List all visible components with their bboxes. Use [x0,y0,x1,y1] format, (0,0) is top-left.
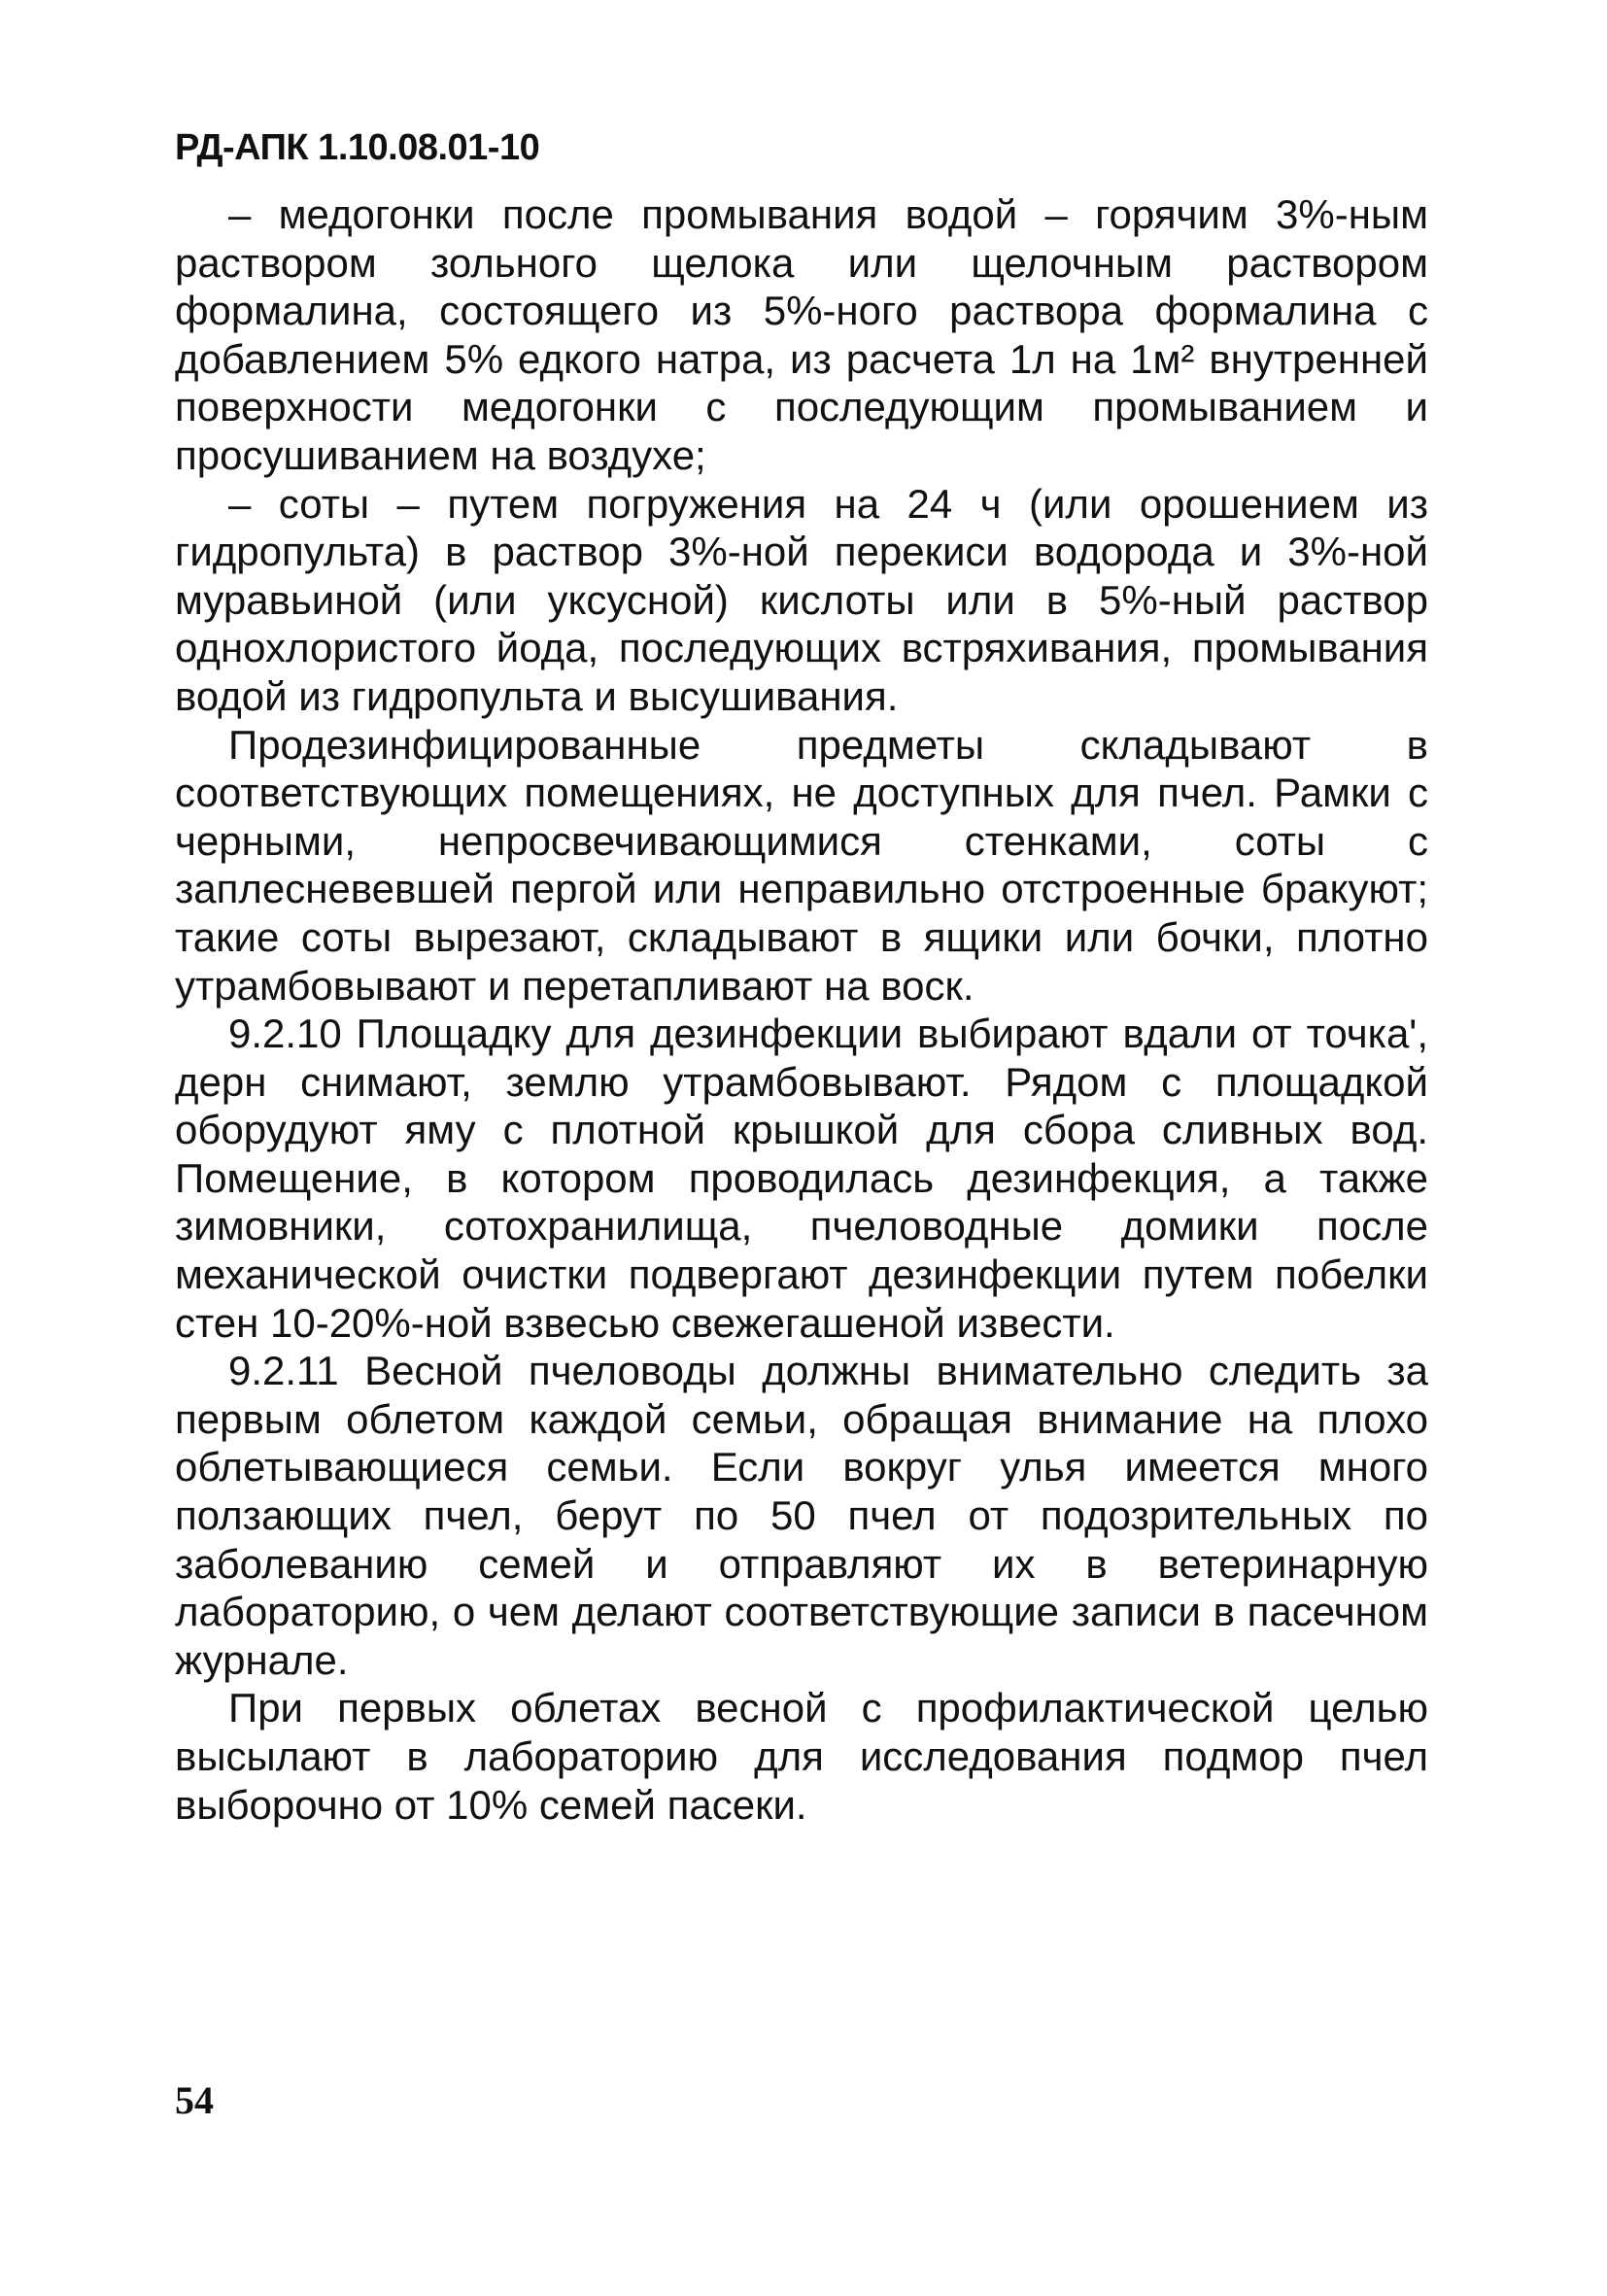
paragraph-section-9-2-10: 9.2.10 Площадку для дезинфекции выбирают вдали от точка', дерн снимают, землю утрамбовывают. Рядом с площадкой оборудуют яму с плотной крышкой для сбора сливных вод. Помещение, в котором проводилась дезинфекция, а также зимовники, сотохранилища, пчеловодные домики после механической очистки подвергают дезинфекции путем побелки стен 10-20%-ной взвесью свежегашеной извести. [175,1011,1428,1346]
paragraph-spring-flights: При первых облетах весной с профилактической целью высылают в лабораторию для исследования подмор пчел выборочно от 10% семей пасеки. [175,1685,1428,1828]
document-body [175,190,1428,1829]
paragraph-honey-extractor: – медогонки после промывания водой – горячим 3%-ным раствором зольного щелока или щелочным раствором формалина, состоящего из 5%-ного раствора формалина с добавлением 5% едкого натра, из расчета 1л на 1м² внутренней поверхности медогонки с последующим промыванием и просушиванием на воздухе; [175,191,1428,478]
paragraph-section-9-2-11: 9.2.11 Весной пчеловоды должны внимательно следить за первым облетом каждой семьи, обращая внимание на плохо облетывающиеся семьи. Если вокруг улья имеется много ползающих пчел, берут по 50 пчел от подозрительных по заболеванию семей и отправляют их в ветеринарную лабораторию, о чем делают соответствующие записи в пасечном журнале. [175,1348,1428,1683]
paragraph-disinfected-items: Продезинфицированные предметы складывают в соответствующих помещениях, не доступных для пчел. Рамки с черными, непросвечивающимися стенками, соты с заплесневевшей пергой или неправильно отстроенные бракуют; такие соты вырезают, складывают в ящики или бочки, плотно утрамбовывают и перетапливают на воск. [175,721,1428,1009]
paragraph-combs: – соты – путем погружения на 24 ч (или орошением из гидропульта) в раствор 3%-ной перекиси водорода и 3%-ной муравьиной (или уксусной) кислоты или в 5%-ный раствор однохлористого йода, последующих встряхивания, промывания водой из гидропульта и высушивания. [175,480,1428,719]
document-code-header: РД-АПК 1.10.08.01-10 [175,127,540,168]
page-number: 54 [175,2078,214,2122]
